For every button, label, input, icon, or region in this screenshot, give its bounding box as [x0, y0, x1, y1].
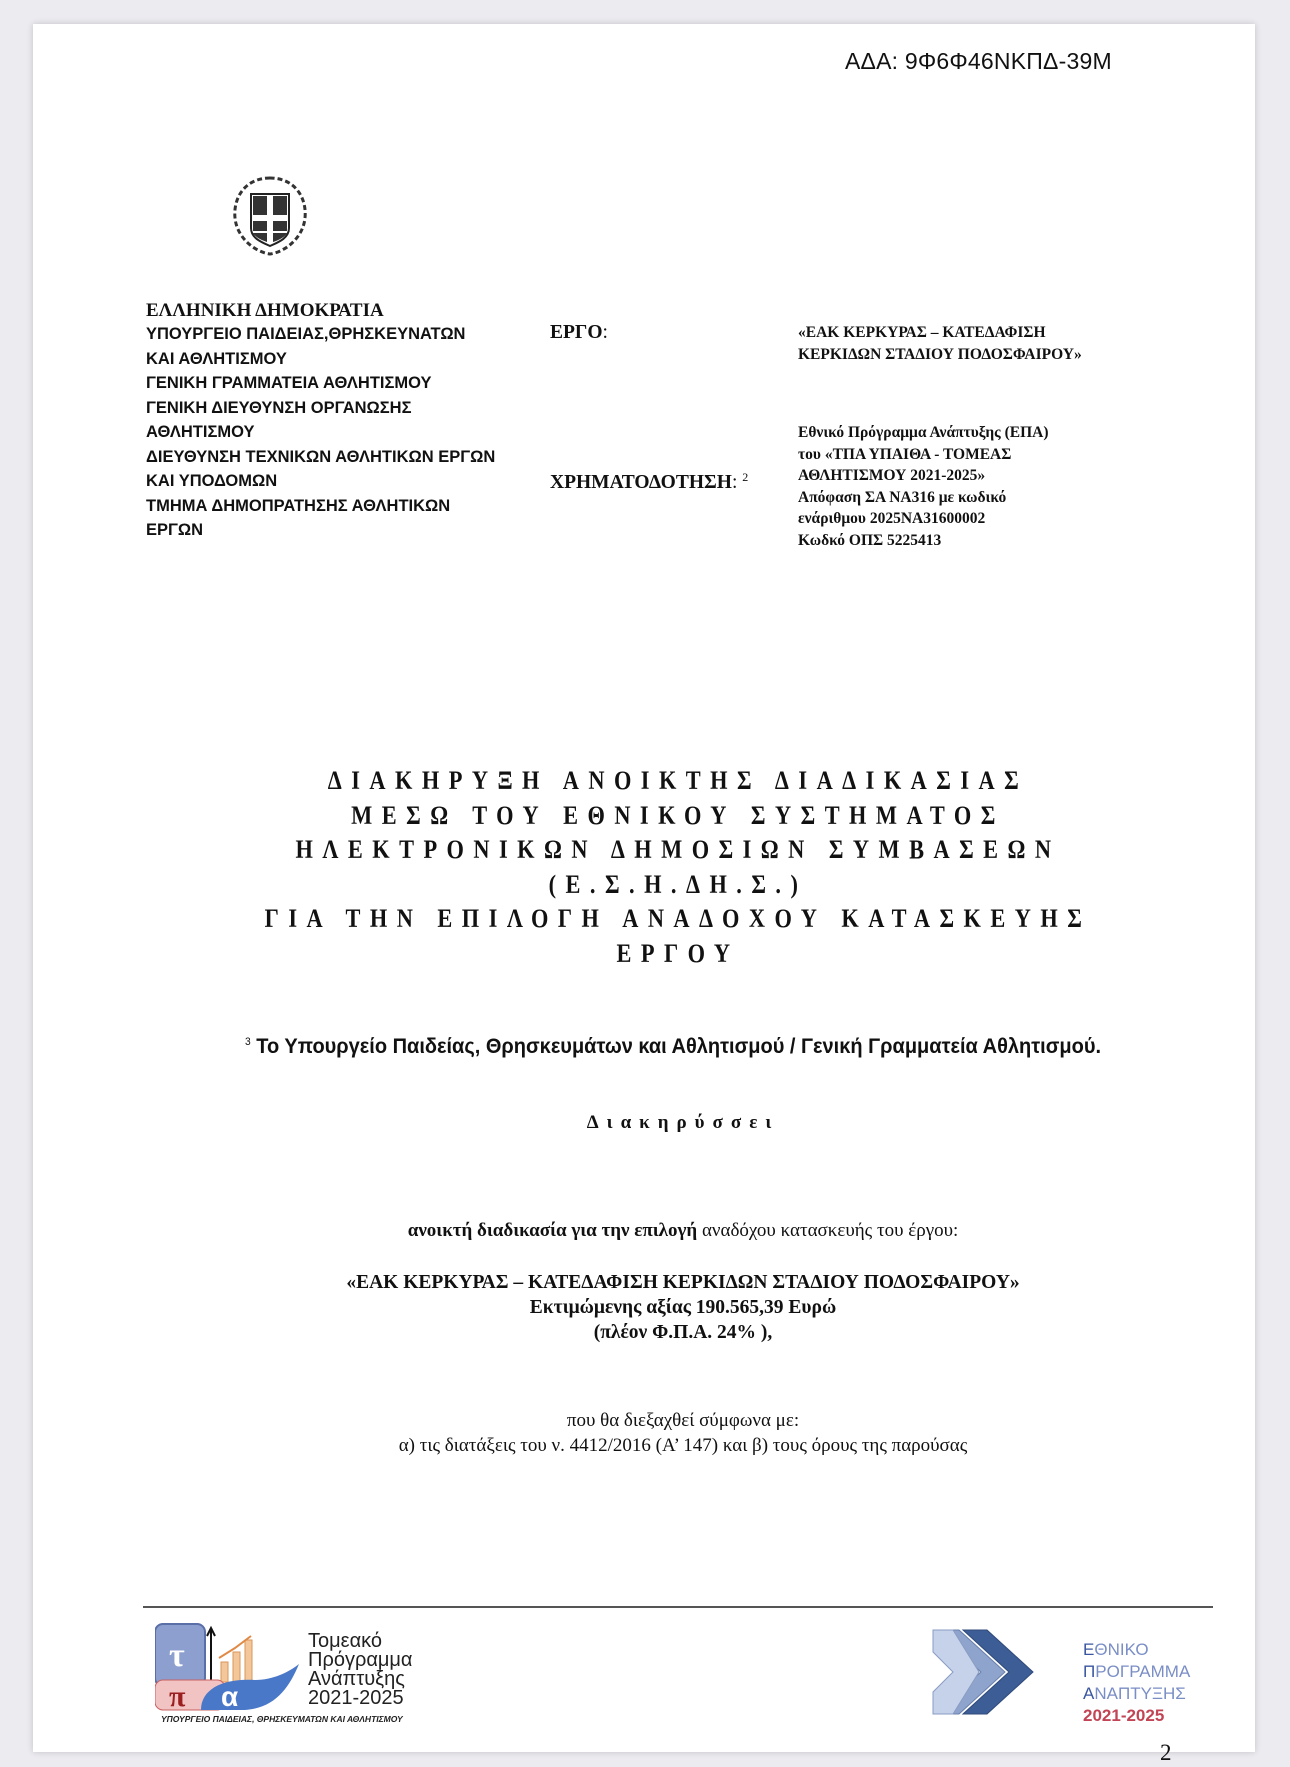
authority-header: ΕΛΛΗΝΙΚΗ ΔΗΜΟΚΡΑΤΙΑ	[146, 300, 384, 321]
authority-block	[146, 300, 526, 543]
authority-line: ΓΕΝΙΚΗ ΓΡΑΜΜΑΤΕΙΑ ΑΘΛΗΤΙΣΜΟΥ	[146, 374, 432, 392]
epa-chevrons-icon	[923, 1622, 1063, 1722]
tpa-logo-text: Τομεακό Πρόγραμμα Ανάπτυξης 2021-2025	[308, 1630, 413, 1709]
project-summary	[233, 1270, 1133, 1345]
issuer-statement: $^3$ Το Υπουργείο Παιδείας, Θρησκευμάτων και Αθλητισμού / Γενική Γραμματεία Αθλητισμού.	[244, 1034, 1102, 1058]
project-value: «ΕΑΚ ΚΕΡΚΥΡΑΣ – ΚΑΤΕΔΑΦΙΣΗ ΚΕΡΚΙΔΩΝ ΣΤΑΔΙΟΥ ΠΟΔΟΣΦΑΙΡΟΥ»	[798, 324, 1082, 363]
greek-coat-of-arms-icon	[225, 170, 315, 260]
authority-line: ΚΑΙ ΑΘΛΗΤΙΣΜΟΥ	[146, 349, 287, 368]
document-title: ΔΙΑΚΗΡΥΞΗ ΑΝΟΙΚΤΗΣ ΔΙΑΔΙΚΑΣΙΑΣ ΜΕΣΩ ΤΟΥ ΕΘΝΙΚΟΥ ΣΥΣΤΗΜΑΤΟΣ ΗΛΕΚΤΡΟΝΙΚΩΝ ΔΗΜΟΣΙΩΝ ΣΥΜΒΑΣΕΩΝ (Ε.Σ.Η.ΔΗ.Σ.) ΓΙΑ ΤΗΝ ΕΠΙΛΟΓΗ ΑΝΑΔΟΧΟΥ ΚΑΤΑΣΚΕΥΗΣ ΕΡΓΟΥ	[264, 766, 1092, 968]
footnote-ref[interactable]: 3	[244, 1036, 251, 1048]
project-name: «ΕΑΚ ΚΕΡΚΥΡΑΣ – ΚΑΤΕΔΑΦΙΣΗ ΚΕΡΚΙΔΩΝ ΣΤΑΔΙΟΥ ΠΟΔΟΣΦΑΙΡΟΥ»	[346, 1272, 1020, 1293]
funding-label: ΧΡΗΜΑΤΟΔΟΤΗΣΗ: $^2$	[550, 470, 749, 493]
ada-code: ΑΔΑ: 9Φ6Φ46ΝΚΠΔ-39Μ	[845, 48, 1112, 74]
authority-line: ΔΙΕΥΘΥΝΣΗ ΤΕΧΝΙΚΩΝ ΑΘΛΗΤΙΚΩΝ ΕΡΓΩΝ	[146, 447, 496, 466]
svg-text:α: α	[221, 1681, 239, 1712]
epa-logo-text: ΕΘΝΙΚΟ ΠΡΟΓΡΑΜΜΑ ΑΝΑΠΤΥΞΗΣ 2021-2025	[1083, 1640, 1191, 1725]
authority-line: ΕΡΓΩΝ	[146, 521, 204, 539]
procedure-line: ανοικτή διαδικασία για την επιλογή αναδόχου κατασκευής του έργου:	[407, 1220, 959, 1241]
tpa-logo-caption: ΥΠΟΥΡΓΕΙΟ ΠΑΙΔΕΙΑΣ, ΘΡΗΣΚΕΥΜΑΤΩΝ ΚΑΙ ΑΘΛΗΤΙΣΜΟΥ	[161, 1714, 403, 1724]
funding-value: Εθνικό Πρόγραμμα Ανάπτυξης (ΕΠΑ) του «ΤΠΑ ΥΠΑΙΘΑ - ΤΟΜΕΑΣ ΑΘΛΗΤΙΣΜΟΥ 2021-2025» Απόφαση ΣΑ ΝΑ316 με κωδικό ενάριθμου 2025ΝΑ31600002 Κωδκό ΟΠΣ 5225413	[798, 424, 1049, 549]
authority-line: ΤΜΗΜΑ ΔΗΜΟΠΡΑΤΗΣΗΣ ΑΘΛΗΤΙΚΩΝ	[146, 496, 451, 515]
page-number: 2	[1160, 1740, 1172, 1765]
footer-divider	[143, 1606, 1213, 1608]
document-page	[33, 24, 1255, 1765]
vat-note: (πλέον Φ.Π.Α. 24% ),	[593, 1322, 773, 1343]
project-label: ΕΡΓΟ:	[550, 322, 608, 343]
authority-line: ΑΘΛΗΤΙΣΜΟΥ	[146, 423, 255, 441]
terms: που θα διεξαχθεί σύμφωνα με: α) τις διατάξεις του ν. 4412/2016 (Α’ 147) και β) τους όρους της παρούσας	[398, 1410, 968, 1456]
svg-text:τ: τ	[169, 1637, 185, 1674]
svg-text:π: π	[169, 1680, 186, 1713]
authority-line: ΓΕΝΙΚΗ ΔΙΕΥΘΥΝΣΗ ΟΡΓΑΝΩΣΗΣ	[146, 398, 412, 417]
authority-line: ΚΑΙ ΥΠΟΔΟΜΩΝ	[146, 472, 278, 490]
estimated-value: Εκτιμώμενης αξίας 190.565,39 Ευρώ	[529, 1297, 837, 1318]
footnote-ref[interactable]: 2	[742, 470, 749, 484]
declares-heading: Διακηρύσσει	[586, 1112, 780, 1133]
authority-line: ΥΠΟΥΡΓΕΙΟ ΠΑΙΔΕΙΑΣ,ΘΡΗΣΚΕΥΝΑΤΩΝ	[146, 325, 466, 343]
